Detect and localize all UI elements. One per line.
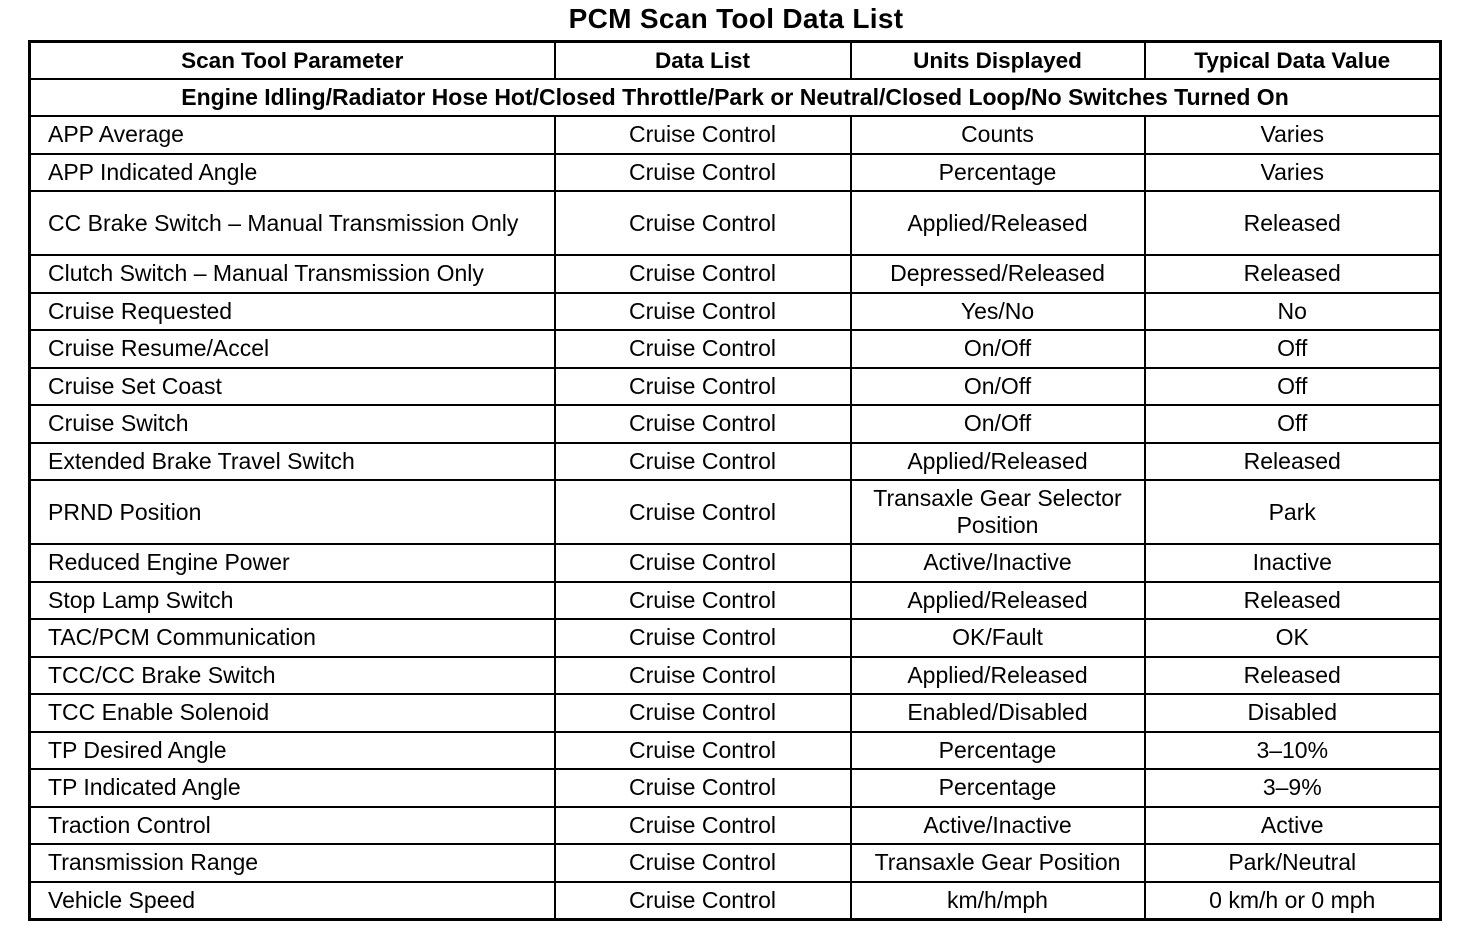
cell-typical-value: Park/Neutral <box>1145 844 1441 882</box>
cell-typical-value: Off <box>1145 368 1441 406</box>
cell-data-list: Cruise Control <box>555 405 851 443</box>
cell-data-list: Cruise Control <box>555 116 851 154</box>
table-row <box>30 807 1441 845</box>
cell-data-list: Cruise Control <box>555 882 851 920</box>
condition-text: Engine Idling/Radiator Hose Hot/Closed Throttle/Park or Neutral/Closed Loop/No Switches Turned On <box>30 79 1441 116</box>
cell-parameter: TP Desired Angle <box>30 732 555 770</box>
cell-data-list: Cruise Control <box>555 154 851 192</box>
cell-typical-value: OK <box>1145 619 1441 657</box>
table-row <box>30 368 1441 406</box>
table-row <box>30 882 1441 920</box>
cell-typical-value: 0 km/h or 0 mph <box>1145 882 1441 920</box>
cell-typical-value: Varies <box>1145 116 1441 154</box>
cell-units: Counts <box>851 116 1145 154</box>
cell-units: OK/Fault <box>851 619 1145 657</box>
table-row <box>30 293 1441 331</box>
cell-parameter: Cruise Switch <box>30 405 555 443</box>
cell-typical-value: Off <box>1145 405 1441 443</box>
cell-units: Applied/Released <box>851 582 1145 620</box>
cell-units: Applied/Released <box>851 657 1145 695</box>
cell-data-list: Cruise Control <box>555 255 851 293</box>
cell-data-list: Cruise Control <box>555 480 851 544</box>
table-row <box>30 582 1441 620</box>
cell-typical-value: No <box>1145 293 1441 331</box>
scan-data-table <box>28 40 1442 921</box>
cell-units: Percentage <box>851 154 1145 192</box>
table-row <box>30 480 1441 544</box>
table-row <box>30 769 1441 807</box>
cell-parameter: Vehicle Speed <box>30 882 555 920</box>
column-header-units: Units Displayed <box>851 42 1145 80</box>
cell-parameter: Cruise Resume/Accel <box>30 330 555 368</box>
table-row <box>30 657 1441 695</box>
cell-parameter: TCC/CC Brake Switch <box>30 657 555 695</box>
cell-typical-value: Active <box>1145 807 1441 845</box>
cell-parameter: TP Indicated Angle <box>30 769 555 807</box>
cell-units: Applied/Released <box>851 443 1145 481</box>
table-row <box>30 330 1441 368</box>
cell-typical-value: Released <box>1145 191 1441 255</box>
table-row <box>30 443 1441 481</box>
cell-units: On/Off <box>851 405 1145 443</box>
cell-data-list: Cruise Control <box>555 807 851 845</box>
cell-parameter: CC Brake Switch – Manual Transmission Only <box>30 191 555 255</box>
table-header-row <box>30 42 1441 80</box>
cell-parameter: Cruise Set Coast <box>30 368 555 406</box>
cell-parameter: TCC Enable Solenoid <box>30 694 555 732</box>
cell-parameter: PRND Position <box>30 480 555 544</box>
cell-typical-value: Varies <box>1145 154 1441 192</box>
cell-units: On/Off <box>851 368 1145 406</box>
cell-data-list: Cruise Control <box>555 694 851 732</box>
cell-parameter: APP Average <box>30 116 555 154</box>
cell-data-list: Cruise Control <box>555 191 851 255</box>
cell-parameter: Cruise Requested <box>30 293 555 331</box>
cell-units: Applied/Released <box>851 191 1145 255</box>
cell-units: Active/Inactive <box>851 544 1145 582</box>
cell-typical-value: Off <box>1145 330 1441 368</box>
cell-data-list: Cruise Control <box>555 544 851 582</box>
cell-units: Percentage <box>851 769 1145 807</box>
cell-typical-value: Released <box>1145 443 1441 481</box>
cell-parameter: Extended Brake Travel Switch <box>30 443 555 481</box>
cell-data-list: Cruise Control <box>555 582 851 620</box>
cell-units: Active/Inactive <box>851 807 1145 845</box>
column-header-data-list: Data List <box>555 42 851 80</box>
cell-units: Depressed/Released <box>851 255 1145 293</box>
cell-data-list: Cruise Control <box>555 619 851 657</box>
cell-parameter: Traction Control <box>30 807 555 845</box>
cell-data-list: Cruise Control <box>555 657 851 695</box>
table-row <box>30 544 1441 582</box>
cell-typical-value: Released <box>1145 657 1441 695</box>
cell-typical-value: 3–9% <box>1145 769 1441 807</box>
condition-row <box>30 79 1441 116</box>
table-row <box>30 844 1441 882</box>
cell-typical-value: Released <box>1145 582 1441 620</box>
table-row <box>30 116 1441 154</box>
table-row <box>30 255 1441 293</box>
cell-typical-value: Inactive <box>1145 544 1441 582</box>
cell-parameter: TAC/PCM Communication <box>30 619 555 657</box>
cell-data-list: Cruise Control <box>555 293 851 331</box>
table-row <box>30 619 1441 657</box>
cell-parameter: Stop Lamp Switch <box>30 582 555 620</box>
table-row <box>30 405 1441 443</box>
cell-units: On/Off <box>851 330 1145 368</box>
table-row <box>30 154 1441 192</box>
cell-units: Transaxle Gear Selector Position <box>851 480 1145 544</box>
table-row <box>30 694 1441 732</box>
cell-typical-value: Disabled <box>1145 694 1441 732</box>
cell-data-list: Cruise Control <box>555 330 851 368</box>
cell-units: Yes/No <box>851 293 1145 331</box>
cell-data-list: Cruise Control <box>555 443 851 481</box>
cell-typical-value: Park <box>1145 480 1441 544</box>
page-title: PCM Scan Tool Data List <box>568 3 904 34</box>
cell-data-list: Cruise Control <box>555 769 851 807</box>
cell-typical-value: Released <box>1145 255 1441 293</box>
column-header-typical: Typical Data Value <box>1145 42 1441 80</box>
cell-units: Transaxle Gear Position <box>851 844 1145 882</box>
cell-typical-value: 3–10% <box>1145 732 1441 770</box>
cell-parameter: Reduced Engine Power <box>30 544 555 582</box>
cell-units: km/h/mph <box>851 882 1145 920</box>
cell-data-list: Cruise Control <box>555 732 851 770</box>
cell-units: Percentage <box>851 732 1145 770</box>
cell-parameter: Clutch Switch – Manual Transmission Only <box>30 255 555 293</box>
table-row <box>30 732 1441 770</box>
table-row <box>30 191 1441 255</box>
cell-parameter: Transmission Range <box>30 844 555 882</box>
column-header-parameter: Scan Tool Parameter <box>30 42 555 80</box>
cell-data-list: Cruise Control <box>555 368 851 406</box>
cell-units: Enabled/Disabled <box>851 694 1145 732</box>
cell-data-list: Cruise Control <box>555 844 851 882</box>
cell-parameter: APP Indicated Angle <box>30 154 555 192</box>
